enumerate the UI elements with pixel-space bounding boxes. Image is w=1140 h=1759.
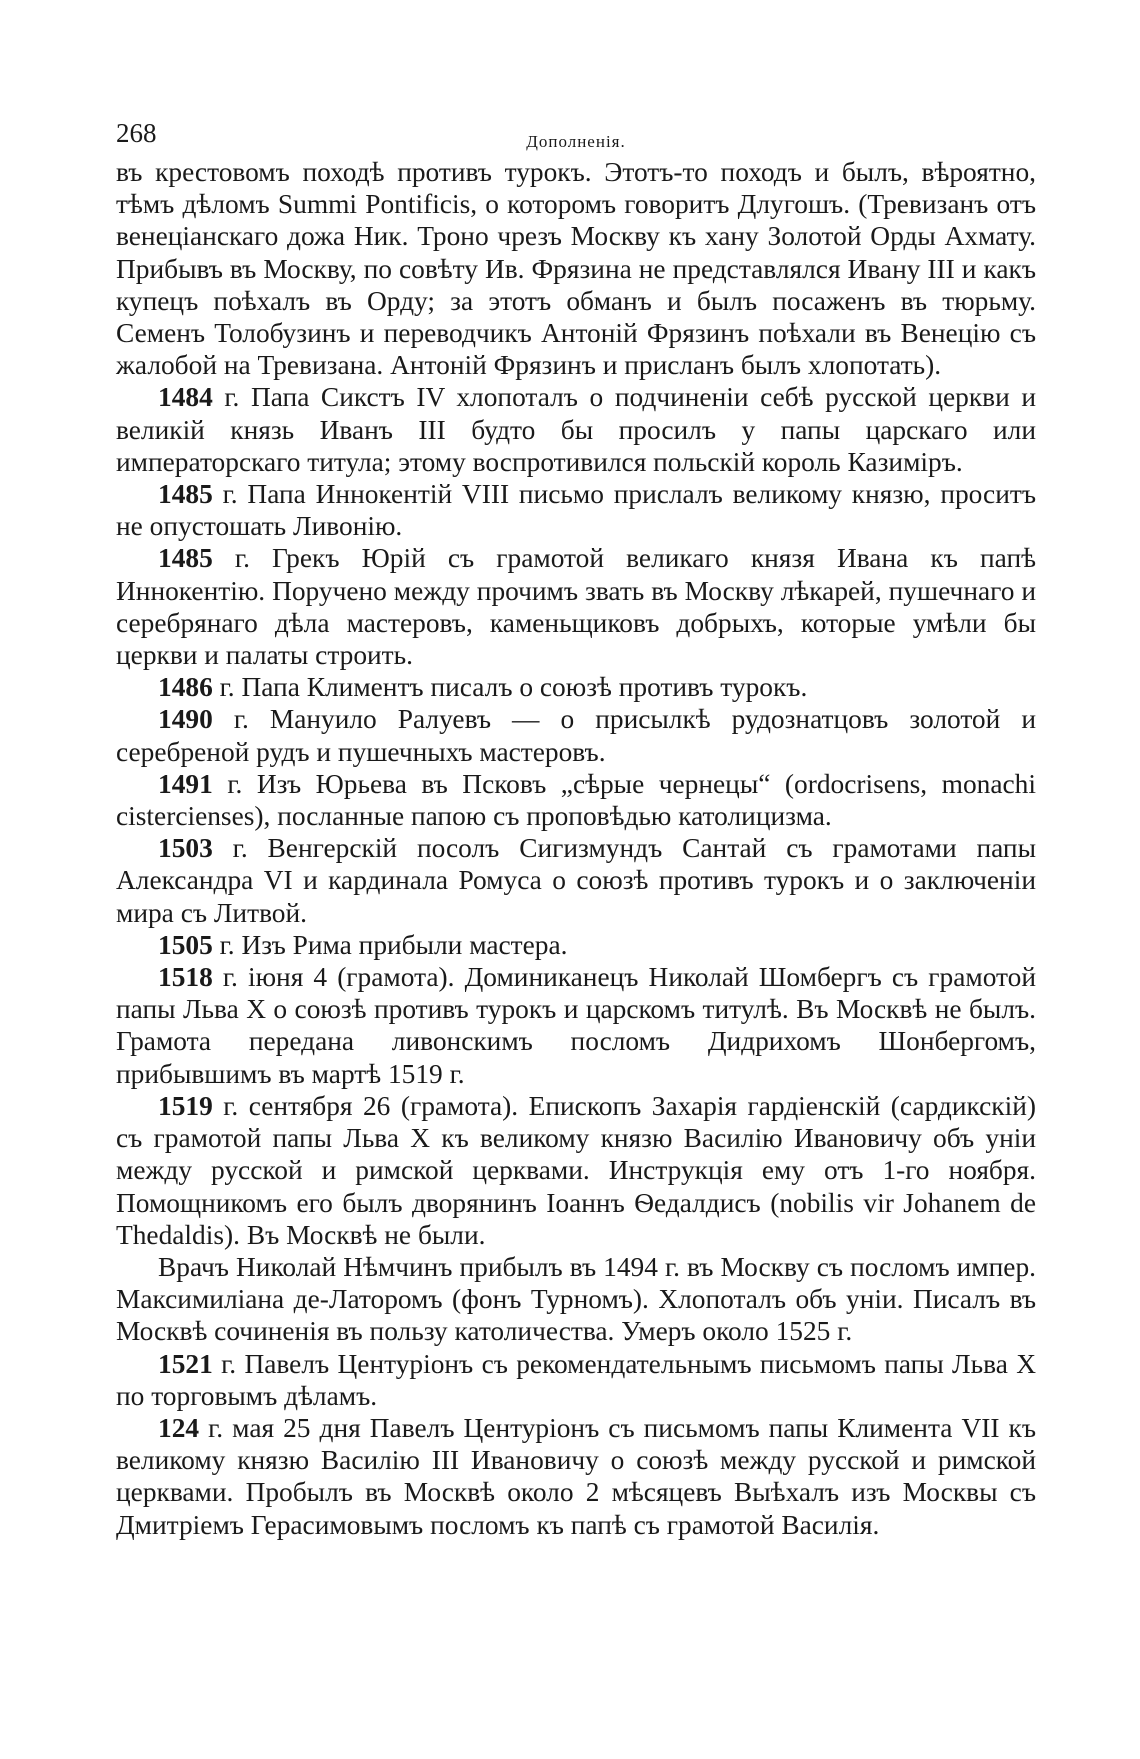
- paragraph-text: г. Грекъ Юрій съ грамотой великаго князя Ивана къ папѣ Иннокентію. Поручено между прочимъ звать въ Москву лѣкарей, пушечнаго и серебрянаго дѣла мастеровъ, каменьщиковъ добрыхъ, которые умѣли бы церкви и палаты строить.: [116, 543, 1036, 671]
- paragraph: [116, 703, 1036, 767]
- year-label: 1491: [158, 768, 213, 799]
- year-label: 1486: [158, 672, 213, 703]
- year-label: 1505: [158, 929, 213, 960]
- paragraph: [116, 832, 1036, 929]
- paragraph: [116, 671, 1036, 703]
- paragraph: [116, 1090, 1036, 1251]
- document-page: [116, 112, 1036, 1541]
- paragraph-text: г. Папа Сикстъ IV хлопоталъ о подчиненіи себѣ русской церкви и великій князь Иванъ III будто бы просилъ у папы царскаго или императорскаго титула; этому воспротивился польскій король Казиміръ.: [116, 382, 1036, 477]
- page-number: 268: [116, 118, 157, 148]
- paragraph-text: г. Папа Иннокентій VIII письмо прислалъ великому князю, проситъ не опустошать Ливонію.: [116, 479, 1036, 542]
- paragraph: [116, 156, 1036, 381]
- paragraph-text: Врачъ Николай Нѣмчинъ прибылъ въ 1494 г. въ Москву съ посломъ импер. Максимиліана де-Латоромъ (фонъ Турномъ). Хлопоталъ объ уніи. Писалъ въ Москвѣ сочиненія въ пользу католичества. Умеръ около 1525 г.: [116, 1251, 1036, 1347]
- year-label: 1518: [158, 962, 213, 993]
- paragraph: [116, 1348, 1036, 1412]
- paragraph-text: г. Венгерскій посолъ Сигизмундъ Сантай съ грамотами папы Александра VI и кардинала Ромуса о союзѣ противъ турокъ и о заключеніи мира съ Литвой.: [116, 833, 1036, 928]
- paragraph-text: г. Павелъ Центуріонъ съ рекомендательнымъ письмомъ папы Льва X по торговымъ дѣламъ.: [116, 1348, 1036, 1411]
- year-label: 124: [158, 1412, 200, 1443]
- paragraph: [116, 929, 1036, 961]
- body-text: [116, 156, 1036, 1541]
- paragraph: [116, 478, 1036, 542]
- paragraph: [116, 961, 1036, 1090]
- paragraph: [116, 381, 1036, 478]
- paragraph-text: г. Изъ Юрьева въ Псковъ „сѣрые чернецы“ (ordocrisens, monachi cistercienses), посланные папою съ проповѣдью католицизма.: [116, 768, 1036, 832]
- year-label: 1503: [158, 833, 213, 864]
- paragraph-text: г. Папа Климентъ писалъ о союзѣ противъ турокъ.: [219, 672, 808, 703]
- paragraph: [116, 1251, 1036, 1348]
- paragraph: [116, 768, 1036, 832]
- year-label: 1490: [158, 704, 213, 735]
- paragraph-text: г. Мануило Ралуевъ — о присылкѣ рудознатцовъ золотой и серебреной рудъ и пушечныхъ мастеровъ.: [116, 704, 1036, 767]
- paragraph-text: г. іюня 4 (грамота). Доминиканецъ Николай Шомбергъ съ грамотой папы Льва X о союзѣ противъ турокъ и царскомъ титулѣ. Въ Москвѣ не былъ. Грамота передана ливонскимъ посломъ Дидрихомъ Шонбергомъ, прибывшимъ въ мартѣ 1519 г.: [116, 962, 1036, 1089]
- page-header: [116, 112, 1036, 156]
- paragraph-text: г. Изъ Рима прибыли мастера.: [219, 929, 568, 960]
- year-label: 1485: [158, 543, 213, 574]
- paragraph-text: въ крестовомъ походѣ противъ турокъ. Этотъ-то походъ и былъ, вѣроятно, тѣмъ дѣломъ Summi Pontificis, о которомъ говоритъ Длугошъ. (Тревизанъ отъ венеціанскаго дожа Ник. Троно чрезъ Москву къ хану Золотой Орды Ахмату. Прибывъ въ Москву, по совѣту Ив. Фрязина не представлялся Ивану III и какъ купецъ поѣхалъ въ Орду; за этотъ обманъ и былъ посаженъ въ тюрьму. Семенъ Толобузинъ и переводчикъ Антоній Фрязинъ поѣхали въ Венецію съ жалобой на Тревизана. Антоній Фрязинъ и присланъ былъ хлопотать).: [116, 157, 1036, 381]
- year-label: 1485: [158, 479, 213, 510]
- year-label: 1484: [158, 382, 213, 413]
- paragraph: [116, 1412, 1036, 1541]
- paragraph-text: г. сентября 26 (грамота). Епископъ Захарія гардіенскій (сардикскій) съ грамотой папы Льва X къ великому князю Василію Ивановичу объ уніи между русской и римской церквами. Инструкція ему отъ 1-го ноября. Помощникомъ его былъ дворянинъ Іоаннъ Ѳедалдисъ (nobilis vir Johanem de Thedaldis). Въ Москвѣ не были.: [116, 1090, 1036, 1250]
- paragraph: [116, 542, 1036, 671]
- running-head: Дополненія.: [526, 132, 626, 151]
- paragraph-text: г. мая 25 дня Павелъ Центуріонъ съ письмомъ папы Климента VII къ великому князю Василію III Ивановичу о союзѣ между русской и римской церквами. Пробылъ въ Москвѣ около 2 мѣсяцевъ Выѣхалъ изъ Москвы съ Дмитріемъ Герасимовымъ посломъ къ папѣ съ грамотой Василія.: [116, 1412, 1036, 1540]
- year-label: 1519: [158, 1090, 213, 1121]
- year-label: 1521: [158, 1348, 213, 1379]
